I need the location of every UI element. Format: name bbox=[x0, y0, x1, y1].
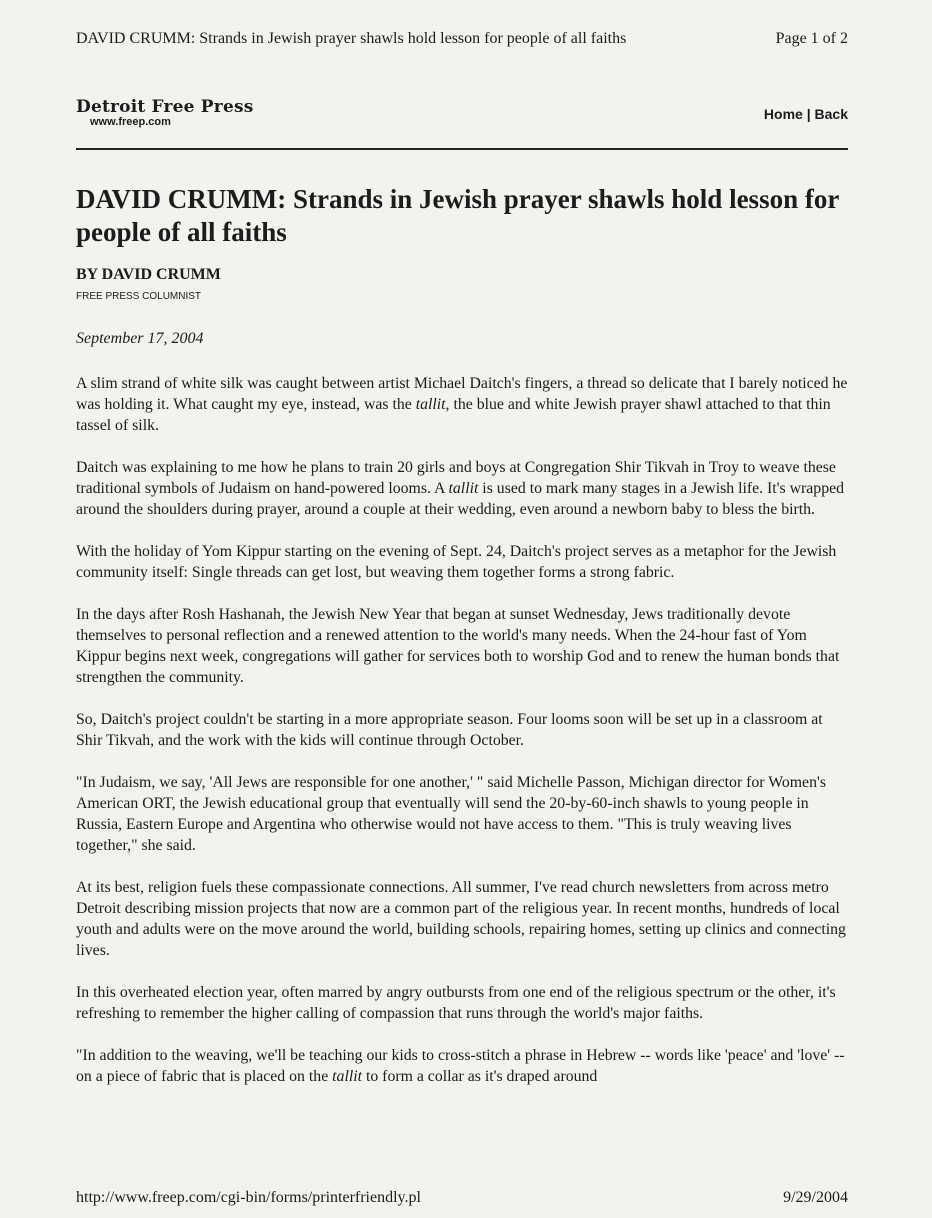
masthead-divider bbox=[76, 148, 848, 150]
article-paragraph bbox=[76, 373, 848, 436]
article-paragraph bbox=[76, 604, 848, 688]
article-body bbox=[76, 373, 848, 1108]
home-link[interactable]: Home bbox=[763, 106, 803, 122]
italic-term: tallit bbox=[448, 480, 479, 497]
paragraph-text: to form a collar as it's draped around bbox=[362, 1068, 598, 1085]
article-paragraph bbox=[76, 709, 848, 751]
back-link[interactable]: Back bbox=[814, 106, 848, 122]
paragraph-text: A slim strand of white silk was caught between artist Michael Daitch's fingers, a thread so delicate that I barely noticed he was holding it. What caught my eye, instead, was the bbox=[76, 375, 848, 413]
paragraph-text: At its best, religion fuels these compassionate connections. All summer, I've read church newsletters from across metro Detroit describing mission projects that now are a common part of the religious year. In recent months, hundreds of local youth and adults were on the move around the world, building schools, repairing homes, setting up clinics and connecting lives. bbox=[76, 879, 846, 959]
masthead bbox=[76, 98, 848, 150]
running-title: DAVID CRUMM: Strands in Jewish prayer shawls hold lesson for people of all faiths bbox=[76, 30, 627, 47]
byline: BY DAVID CRUMM bbox=[76, 266, 221, 283]
article-paragraph bbox=[76, 982, 848, 1024]
article-paragraph bbox=[76, 457, 848, 520]
article-paragraph bbox=[76, 877, 848, 961]
footer-url: http://www.freep.com/cgi-bin/forms/printerfriendly.pl bbox=[76, 1189, 421, 1206]
paragraph-text: "In addition to the weaving, we'll be teaching our kids to cross-stitch a phrase in Hebrew -- words like 'peace' and 'love' -- on a piece of fabric that is placed on the bbox=[76, 1047, 845, 1085]
author-role: FREE PRESS COLUMNIST bbox=[76, 291, 202, 302]
article-paragraph bbox=[76, 772, 848, 856]
article-date: September 17, 2004 bbox=[76, 330, 204, 347]
paragraph-text: In the days after Rosh Hashanah, the Jewish New Year that began at sunset Wednesday, Jews traditionally devote themselves to personal reflection and a renewed attention to the world's many needs. When the 24-hour fast of Yom Kippur begins next week, congregations will gather for services both to worship God and to renew the human bonds that strengthen the community. bbox=[76, 606, 840, 686]
page-indicator: Page 1 of 2 bbox=[775, 30, 848, 47]
print-date: 9/29/2004 bbox=[783, 1189, 848, 1206]
paragraph-text: , the blue and white Jewish prayer shawl attached to that thin tassel of silk. bbox=[76, 396, 831, 434]
running-header bbox=[76, 30, 848, 48]
newspaper-url: www.freep.com bbox=[90, 116, 171, 128]
italic-term: tallit bbox=[332, 1068, 362, 1085]
paragraph-text: In this overheated election year, often marred by angry outbursts from one end of the religious spectrum or the other, it's refreshing to remember the higher calling of compassion that runs through the world's major faiths. bbox=[76, 984, 836, 1022]
running-footer bbox=[76, 1189, 848, 1207]
italic-term: tallit bbox=[415, 396, 446, 413]
article-title: DAVID CRUMM: Strands in Jewish prayer shawls hold lesson for people of all faiths bbox=[76, 184, 839, 247]
newspaper-logo: Detroit Free Press bbox=[76, 97, 254, 117]
nav-separator: | bbox=[802, 106, 815, 122]
paragraph-text: With the holiday of Yom Kippur starting on the evening of Sept. 24, Daitch's project serves as a metaphor for the Jewish community itself: Single threads can get lost, but weaving them together forms a strong fabric. bbox=[76, 543, 837, 581]
paragraph-text: Daitch was explaining to me how he plans to train 20 girls and boys at Congregation Shir Tikvah in Troy to weave these traditional symbols of Judaism on hand-powered looms. A bbox=[76, 459, 836, 497]
article-paragraph bbox=[76, 1045, 848, 1087]
article-paragraph bbox=[76, 541, 848, 583]
paragraph-text: is used to mark many stages in a Jewish life. It's wrapped around the shoulders during prayer, around a couple at their wedding, even around a newborn baby to bless the birth. bbox=[76, 480, 845, 518]
paragraph-text: "In Judaism, we say, 'All Jews are responsible for one another,' " said Michelle Passon, Michigan director for Women's American ORT, the Jewish educational group that eventually will send the 20-by-60-inch shawls to young people in Russia, Eastern Europe and Argentina who otherwise would not have access to them. "This is truly weaving lives together," she said. bbox=[76, 774, 826, 854]
paragraph-text: So, Daitch's project couldn't be starting in a more appropriate season. Four looms soon will be set up in a classroom at Shir Tikvah, and the work with the kids will continue through October. bbox=[76, 711, 823, 749]
nav-links bbox=[764, 106, 848, 122]
